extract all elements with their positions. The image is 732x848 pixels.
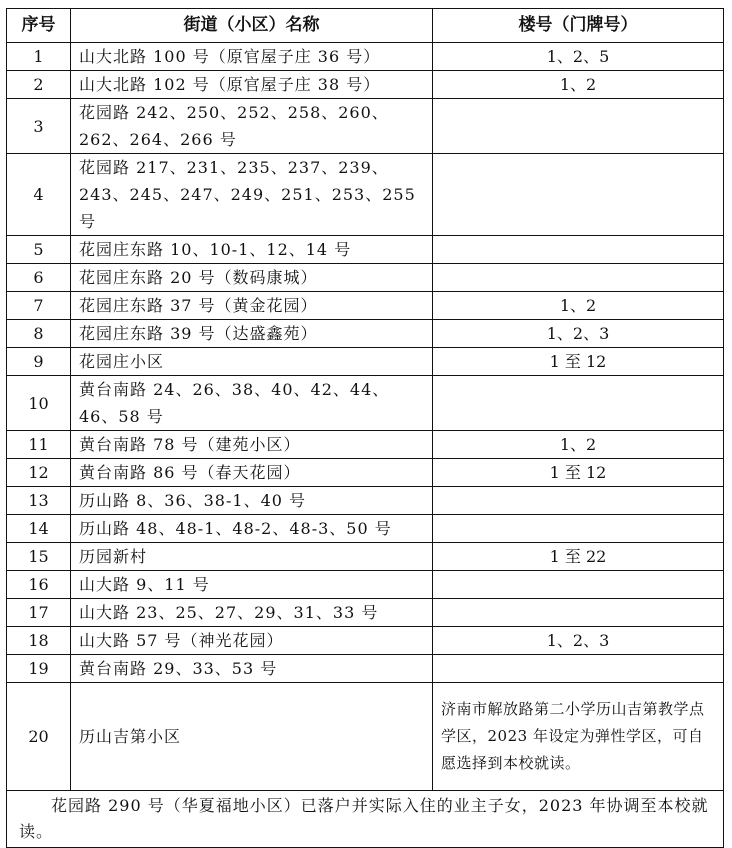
row-street: 历山吉第小区 bbox=[71, 683, 433, 791]
row-building bbox=[433, 655, 724, 683]
row-seq: 13 bbox=[7, 487, 71, 515]
row-seq: 17 bbox=[7, 599, 71, 627]
row-street: 花园庄小区 bbox=[71, 348, 433, 376]
table-row bbox=[7, 348, 724, 376]
row-street: 黄台南路 29、33、53 号 bbox=[71, 655, 433, 683]
table-row bbox=[7, 571, 724, 599]
row-street: 花园庄东路 20 号（数码康城） bbox=[71, 264, 433, 292]
table-row bbox=[7, 43, 724, 71]
table-row bbox=[7, 655, 724, 683]
row-street: 花园路 217、231、235、237、239、243、245、247、249、251、253、255 号 bbox=[71, 154, 433, 236]
row-street: 山大北路 102 号（原官屋子庄 38 号） bbox=[71, 71, 433, 99]
table-row bbox=[7, 292, 724, 320]
row-seq: 5 bbox=[7, 236, 71, 264]
table-row bbox=[7, 431, 724, 459]
row-building bbox=[433, 99, 724, 154]
table-header-row bbox=[7, 9, 724, 43]
row-seq: 10 bbox=[7, 376, 71, 431]
footer-note: 花园路 290 号（华夏福地小区）已落户并实际入住的业主子女，2023 年协调至本校就读。 bbox=[7, 791, 724, 848]
row-seq: 14 bbox=[7, 515, 71, 543]
footer-row bbox=[7, 791, 724, 848]
row-building bbox=[433, 515, 724, 543]
row-seq: 2 bbox=[7, 71, 71, 99]
table-row bbox=[7, 320, 724, 348]
table-row bbox=[7, 376, 724, 431]
row-building bbox=[433, 376, 724, 431]
table-row bbox=[7, 487, 724, 515]
row-street: 花园路 242、250、252、258、260、262、264、266 号 bbox=[71, 99, 433, 154]
row-building: 1、2 bbox=[433, 292, 724, 320]
table-body bbox=[7, 43, 724, 791]
row-street: 山大路 9、11 号 bbox=[71, 571, 433, 599]
row-seq: 9 bbox=[7, 348, 71, 376]
table-row bbox=[7, 154, 724, 236]
row-street: 历山路 48、48-1、48-2、48-3、50 号 bbox=[71, 515, 433, 543]
row-street: 花园庄东路 39 号（达盛鑫苑） bbox=[71, 320, 433, 348]
school-district-table bbox=[6, 8, 724, 848]
table-row bbox=[7, 515, 724, 543]
row-building: 1、2、5 bbox=[433, 43, 724, 71]
row-street: 黄台南路 86 号（春天花园） bbox=[71, 459, 433, 487]
row-building bbox=[433, 487, 724, 515]
row-building bbox=[433, 236, 724, 264]
row-seq: 1 bbox=[7, 43, 71, 71]
row-building: 1 至 12 bbox=[433, 459, 724, 487]
row-seq: 7 bbox=[7, 292, 71, 320]
row-street: 花园庄东路 37 号（黄金花园） bbox=[71, 292, 433, 320]
header-building: 楼号（门牌号） bbox=[433, 9, 724, 43]
row-building bbox=[433, 154, 724, 236]
table-row bbox=[7, 99, 724, 154]
row-building-note: 济南市解放路第二小学历山吉第教学点学区，2023 年设定为弹性学区，可自愿选择到本校就读。 bbox=[433, 683, 724, 791]
table-row bbox=[7, 264, 724, 292]
row-seq: 20 bbox=[7, 683, 71, 791]
table-row bbox=[7, 236, 724, 264]
row-street: 山大北路 100 号（原官屋子庄 36 号） bbox=[71, 43, 433, 71]
table-row bbox=[7, 599, 724, 627]
row-seq: 6 bbox=[7, 264, 71, 292]
header-seq: 序号 bbox=[7, 9, 71, 43]
row-seq: 15 bbox=[7, 543, 71, 571]
row-building: 1、2 bbox=[433, 431, 724, 459]
row-building bbox=[433, 571, 724, 599]
table-row bbox=[7, 71, 724, 99]
row-seq: 8 bbox=[7, 320, 71, 348]
row-street: 历山路 8、36、38-1、40 号 bbox=[71, 487, 433, 515]
row-seq: 18 bbox=[7, 627, 71, 655]
row-street: 山大路 23、25、27、29、31、33 号 bbox=[71, 599, 433, 627]
row-street: 历园新村 bbox=[71, 543, 433, 571]
row-seq: 11 bbox=[7, 431, 71, 459]
row-street: 黄台南路 78 号（建苑小区） bbox=[71, 431, 433, 459]
row-street: 黄台南路 24、26、38、40、42、44、46、58 号 bbox=[71, 376, 433, 431]
header-street: 街道（小区）名称 bbox=[71, 9, 433, 43]
table-row bbox=[7, 543, 724, 571]
row-building: 1 至 22 bbox=[433, 543, 724, 571]
row-building: 1、2 bbox=[433, 71, 724, 99]
row-seq: 16 bbox=[7, 571, 71, 599]
row-street: 山大路 57 号（神光花园） bbox=[71, 627, 433, 655]
row-street: 花园庄东路 10、10-1、12、14 号 bbox=[71, 236, 433, 264]
row-seq: 4 bbox=[7, 154, 71, 236]
table-row bbox=[7, 683, 724, 791]
row-seq: 19 bbox=[7, 655, 71, 683]
row-building bbox=[433, 599, 724, 627]
row-seq: 3 bbox=[7, 99, 71, 154]
table-row bbox=[7, 459, 724, 487]
row-building bbox=[433, 264, 724, 292]
row-building: 1 至 12 bbox=[433, 348, 724, 376]
table-row bbox=[7, 627, 724, 655]
row-building: 1、2、3 bbox=[433, 627, 724, 655]
row-building: 1、2、3 bbox=[433, 320, 724, 348]
row-seq: 12 bbox=[7, 459, 71, 487]
